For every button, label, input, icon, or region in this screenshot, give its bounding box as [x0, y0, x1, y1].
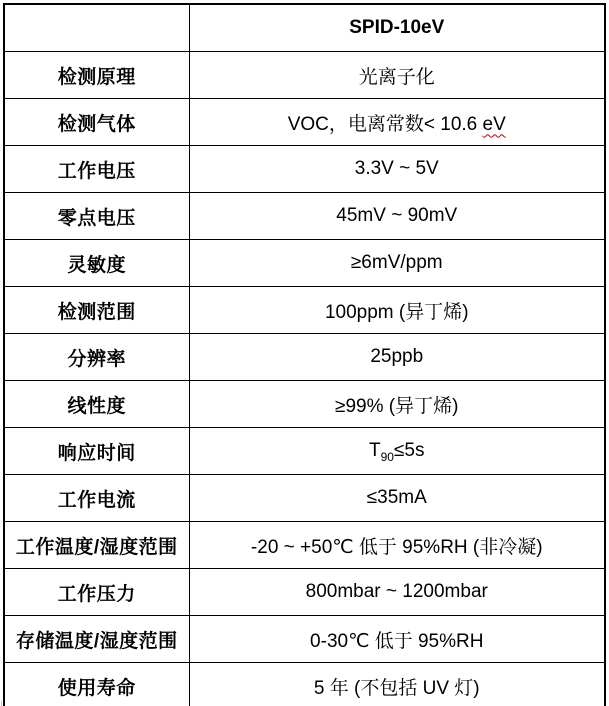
row-label-sensitivity: 灵敏度: [4, 240, 189, 287]
table-row: [4, 240, 605, 287]
t90-suffix: ≤5s: [393, 440, 425, 461]
row-label-linearity: 线性度: [4, 381, 189, 428]
header-row: [4, 4, 605, 52]
row-value-detection-range: 100ppm (异丁烯): [189, 287, 605, 334]
text-cursor-artifact: [1, 701, 2, 706]
row-value-service-life: 5 年 (不包括 UV 灯): [189, 663, 605, 706]
product-model: SPID-10eV: [189, 4, 605, 52]
table-row: [4, 381, 605, 428]
table-row: [4, 334, 605, 381]
table-row: [4, 663, 605, 706]
row-label-resolution: 分辨率: [4, 334, 189, 381]
t90-prefix: T: [369, 440, 381, 461]
row-label-storage-temp-humidity: 存储温度/湿度范围: [4, 616, 189, 663]
row-value-resolution: 25ppb: [189, 334, 605, 381]
row-label-zero-voltage: 零点电压: [4, 193, 189, 240]
header-empty-cell: [4, 4, 189, 52]
row-label-detection-principle: 检测原理: [4, 52, 189, 99]
row-value-linearity: ≥99% (异丁烯): [189, 381, 605, 428]
spellcheck-squiggle-text: eV: [482, 113, 506, 135]
table-row: [4, 428, 605, 475]
row-value-working-temp-humidity: -20 ~ +50℃ 低于 95%RH (非冷凝): [189, 522, 605, 569]
table-row: [4, 287, 605, 334]
table-row: [4, 146, 605, 193]
row-value-working-pressure: 800mbar ~ 1200mbar: [189, 569, 605, 616]
row-label-service-life: 使用寿命: [4, 663, 189, 706]
row-label-detection-gas: 检测气体: [4, 99, 189, 146]
t90-subscript: 90: [380, 449, 394, 464]
spec-table: [3, 3, 606, 706]
row-value-working-current: ≤35mA: [189, 475, 605, 522]
row-value-response-time: [189, 428, 605, 475]
table-row: [4, 475, 605, 522]
row-value-sensitivity: ≥6mV/ppm: [189, 240, 605, 287]
row-value-zero-voltage: 45mV ~ 90mV: [189, 193, 605, 240]
row-value-working-voltage: 3.3V ~ 5V: [189, 146, 605, 193]
row-value-storage-temp-humidity: 0-30℃ 低于 95%RH: [189, 616, 605, 663]
row-value-detection-gas: [189, 99, 605, 146]
row-label-working-current: 工作电流: [4, 475, 189, 522]
row-label-working-temp-humidity: 工作温度/湿度范围: [4, 522, 189, 569]
table-row: [4, 193, 605, 240]
table-row: [4, 569, 605, 616]
table-row: [4, 99, 605, 146]
row-label-response-time: 响应时间: [4, 428, 189, 475]
row-value-detection-principle: 光离子化: [189, 52, 605, 99]
table-row: [4, 522, 605, 569]
table-row: [4, 52, 605, 99]
row-label-working-pressure: 工作压力: [4, 569, 189, 616]
row-label-working-voltage: 工作电压: [4, 146, 189, 193]
gas-value-text: VOC，电离常数< 10.6: [287, 113, 483, 135]
row-label-detection-range: 检测范围: [4, 287, 189, 334]
table-row: [4, 616, 605, 663]
